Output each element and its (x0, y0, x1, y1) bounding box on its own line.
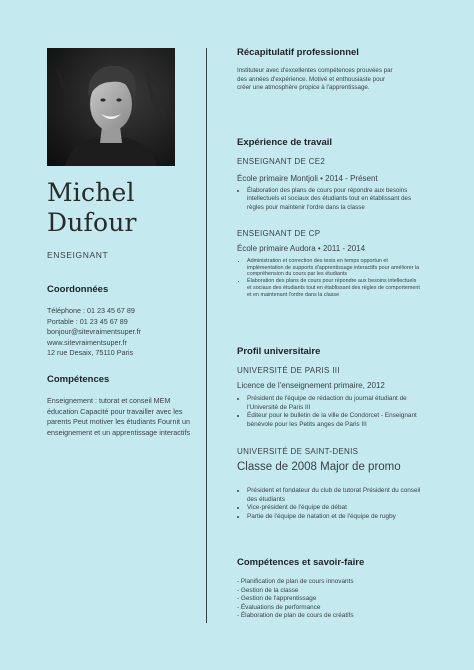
list-item: • Vice-président de l'équipe de débat (247, 504, 427, 513)
list-item: • Élaboration des plans de cours pour répondre aux besoins intellectuels et sociaux des étudiants tout en établissant des règles de comportement et en maintenant l'ordre dans la classe (247, 278, 422, 298)
list-item: • Élaboration des plans de cours pour répondre aux besoins intellectuels et sociaux des étudiants tout en établissant des règles pour maintenir l'ordre dans la classe (247, 187, 417, 212)
contact-heading: Coordonnées (47, 284, 109, 295)
experience-heading: Expérience de travail (237, 137, 333, 148)
list-item: • Administration et correction des tests en temps opportun et implémentation de supports d'apprentissage interactifs pour améliorer la compréhension du cours par les étudiants (247, 258, 422, 278)
last-name: Dufour (47, 208, 137, 237)
list-item: • Partie de l'équipe de natation et de l'équipe de rugby (247, 513, 427, 522)
job-place-2: École primaire Audora • 2011 - 2014 (237, 244, 366, 253)
contact-mobile: Portable : 01 23 45 67 89 (47, 316, 128, 326)
first-name: Michel (47, 178, 135, 207)
school-bullets-2 (237, 487, 427, 521)
school-bullets-1 (237, 395, 427, 429)
job-title-1: ENSEIGNANT DE CE2 (237, 157, 326, 166)
job-bullets-1 (237, 187, 417, 212)
contact-phone: Téléphone : 01 23 45 67 89 (47, 306, 135, 315)
list-item: - Gestion de la classe (237, 586, 299, 594)
job-place-1: École primaire Montjoli • 2014 - Présent (237, 174, 378, 183)
list-item: - Planification de plan de cours innovants (237, 578, 354, 585)
column-divider (206, 48, 207, 623)
job-title: ENSEIGNANT (47, 250, 109, 260)
job-title-2: ENSEIGNANT DE CP (237, 229, 321, 238)
summary-text: Instituteur avec d'excellentes compétences prouvées par des années d'expérience. Motivé et enthousiaste pour créer une atmosphère propice à l'apprentissage. (237, 67, 393, 92)
contact-website: www.sitevraimentsuper.fr (47, 337, 127, 347)
list-item: • Président et fondateur du club de tutorat Président du conseil des étudiants (247, 487, 427, 504)
list-item: • Éditeur pour le bulletin de la ville de Condorcet - Enseignant bénévole pour les Petits anges de Paris III (247, 412, 427, 429)
school-degree-1: Licence de l'enseignement primaire, 2012 (237, 381, 385, 390)
school-degree-2: Classe de 2008 Major de promo (237, 461, 401, 473)
list-item: - Évaluations de performance (237, 603, 321, 611)
extra-skills-list (237, 578, 432, 621)
candidate-name (47, 178, 137, 238)
school-name-1: UNIVERSITÉ DE PARIS III (237, 366, 340, 375)
list-item: • Président de l'équipe de rédaction du journal étudiant de l'Université de Paris III (247, 395, 427, 412)
job-bullets-2 (237, 258, 422, 298)
education-heading: Profil universitaire (237, 346, 321, 357)
list-item: - Élaboration de plan de cours de créatifs (237, 612, 354, 620)
summary-heading: Récapitulatif professionnel (237, 47, 359, 58)
profile-photo (47, 48, 175, 166)
school-name-2: UNIVERSITÉ DE SAINT-DENIS (237, 447, 359, 456)
contact-email: bonjour@sitevraimentsuper.fr (47, 327, 141, 337)
contact-address: 12 rue Desaix, 75110 Paris (47, 348, 134, 358)
extra-skills-heading: Compétences et savoir-faire (237, 557, 365, 568)
contact-block (47, 306, 197, 359)
list-item: - Gestion de l'apprentissage (237, 595, 317, 603)
skills-heading: Compétences (47, 374, 110, 385)
skills-text: Enseignement : tutorat et conseil MEM éducation Capacité pour travailler avec les parents Peut motiver les étudiants Fournit un enseignement et un apprentissage interactifs (47, 396, 191, 437)
